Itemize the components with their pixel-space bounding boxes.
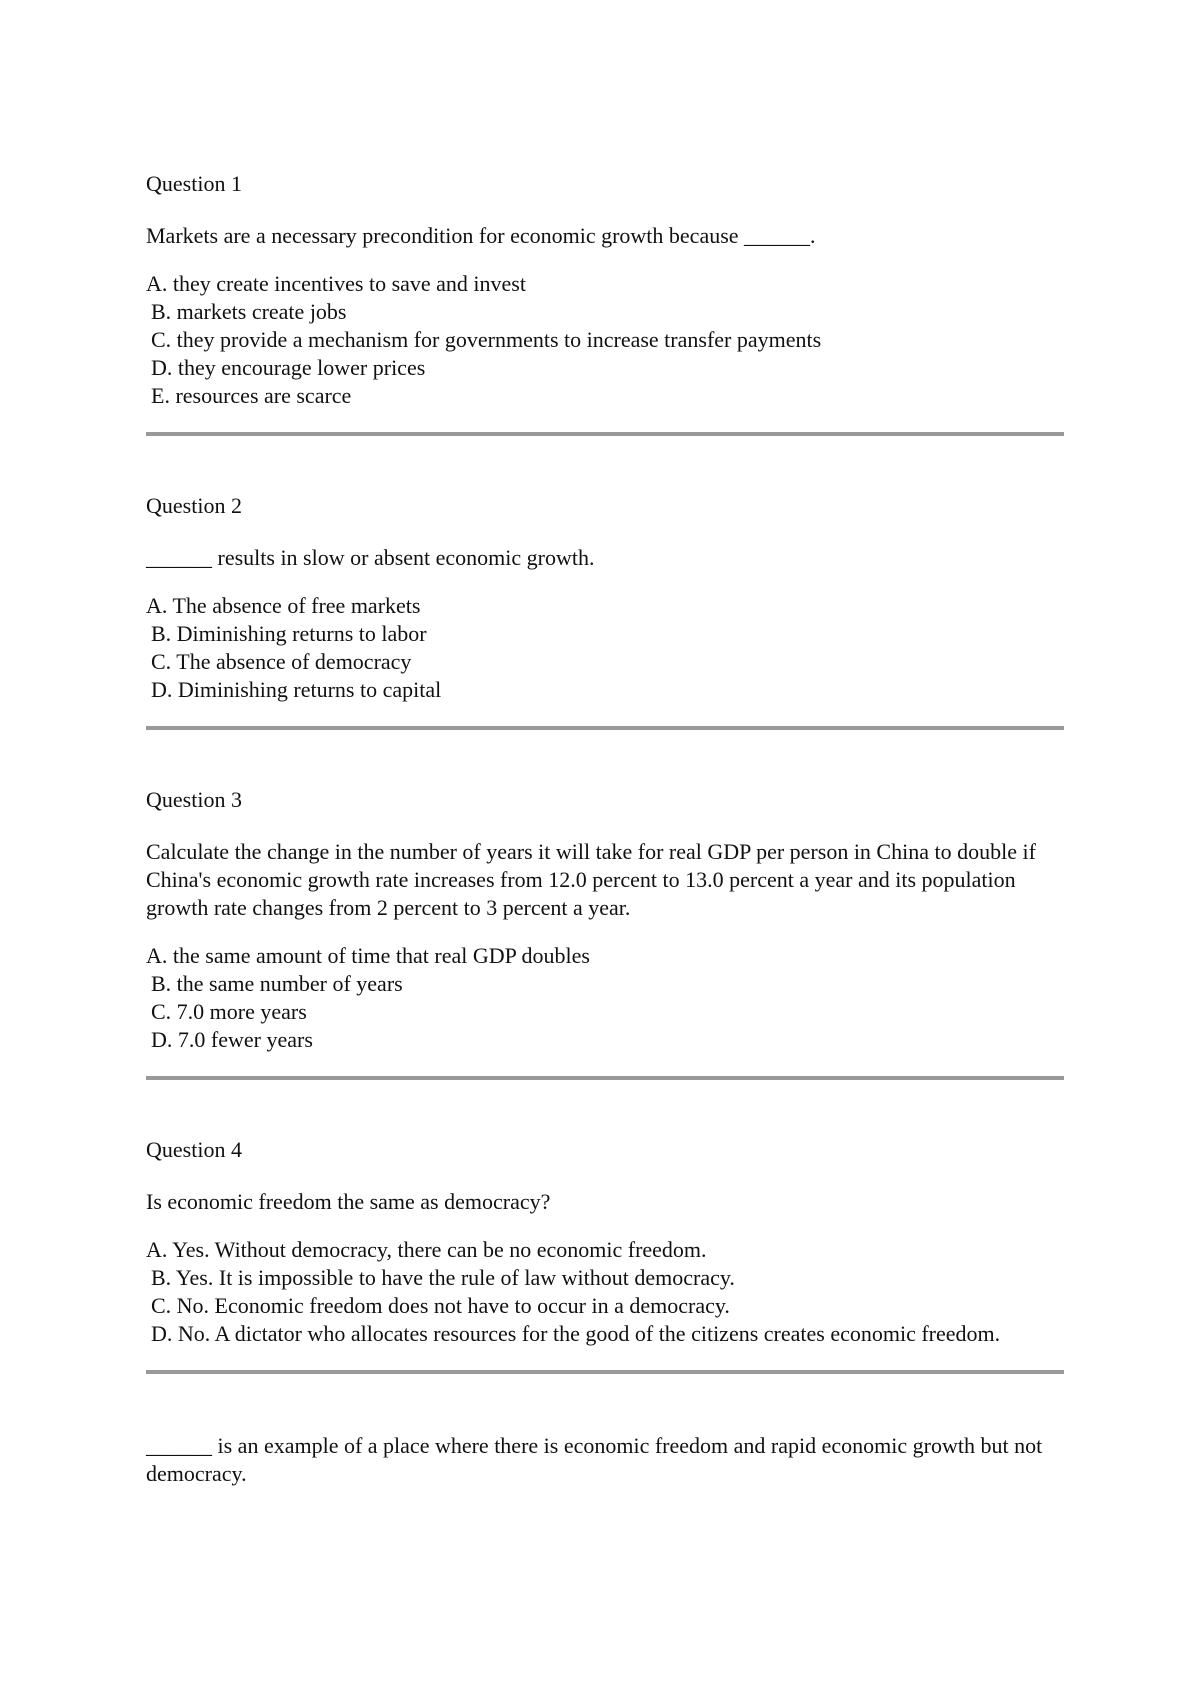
answer-option-d[interactable]: D. they encourage lower prices (151, 355, 426, 380)
answer-option-c[interactable]: C. No. Economic freedom does not have to occur in a democracy. (151, 1293, 730, 1318)
answer-option-b[interactable]: B. Yes. It is impossible to have the rule of law without democracy. (151, 1265, 735, 1290)
answer-option-d[interactable]: D. No. A dictator who allocates resources for the good of the citizens creates economic freedom. (151, 1321, 1001, 1346)
answer-option-c[interactable]: C. 7.0 more years (151, 999, 307, 1024)
answer-options (146, 270, 1066, 410)
question-prompt: Markets are a necessary precondition for economic growth because ______. (146, 223, 816, 248)
question-title: Question 4 (146, 1137, 242, 1162)
question-prompt: ______ results in slow or absent economic growth. (146, 545, 595, 570)
answer-option-b[interactable]: B. the same number of years (151, 971, 403, 996)
answer-option-e[interactable]: E. resources are scarce (151, 383, 352, 408)
question-title: Question 1 (146, 171, 242, 196)
answer-option-b[interactable]: B. Diminishing returns to labor (151, 621, 427, 646)
question-2 (146, 492, 1066, 730)
question-4 (146, 1136, 1066, 1374)
answer-option-d[interactable]: D. Diminishing returns to capital (151, 677, 442, 702)
question-prompt: Is economic freedom the same as democracy? (146, 1189, 551, 1214)
answer-options (146, 592, 1066, 704)
question-title: Question 3 (146, 787, 242, 812)
question-prompt: Calculate the change in the number of years it will take for real GDP per person in China to double if China's economic growth rate increases from 12.0 percent to 13.0 percent a year and its population growth rate changes from 2 percent to 3 percent a year. (146, 839, 1036, 920)
answer-option-a[interactable]: A. Yes. Without democracy, there can be no economic freedom. (146, 1237, 707, 1262)
answer-options (146, 942, 1066, 1054)
quiz-page (146, 170, 1066, 1508)
answer-options (146, 1236, 1066, 1348)
question-prompt: ______ is an example of a place where there is economic freedom and rapid economic growth but not democracy. (146, 1433, 1043, 1486)
answer-option-d[interactable]: D. 7.0 fewer years (151, 1027, 313, 1052)
answer-option-c[interactable]: C. they provide a mechanism for governments to increase transfer payments (151, 327, 822, 352)
question-1 (146, 170, 1066, 436)
answer-option-a[interactable]: A. The absence of free markets (146, 593, 421, 618)
answer-option-a[interactable]: A. the same amount of time that real GDP doubles (146, 943, 590, 968)
question-3 (146, 786, 1066, 1080)
answer-option-c[interactable]: C. The absence of democracy (151, 649, 412, 674)
question-title: Question 2 (146, 493, 242, 518)
answer-option-a[interactable]: A. they create incentives to save and invest (146, 271, 526, 296)
answer-option-b[interactable]: B. markets create jobs (151, 299, 347, 324)
question-5 (146, 1432, 1066, 1488)
